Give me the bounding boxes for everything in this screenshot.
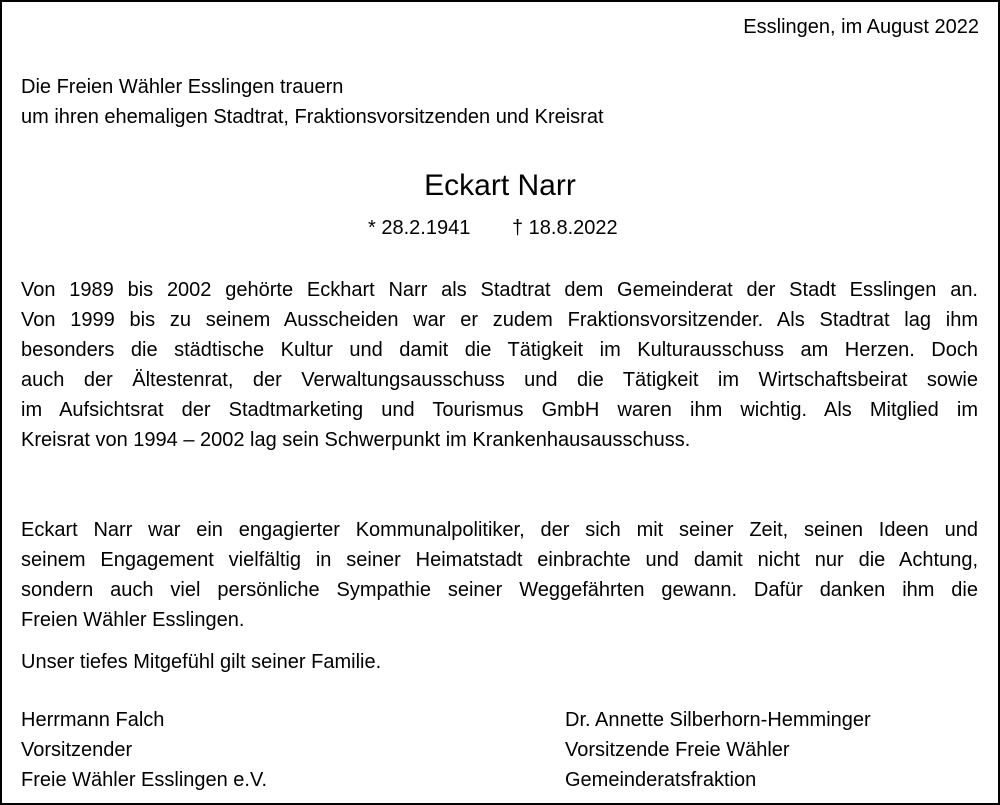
text-line: Von 1989 bis 2002 gehörte Eckhart Narr als Stadtrat dem Gemeinderat der Stadt Esslingen an. — [21, 279, 978, 301]
signer-org: Freie Wähler Esslingen e.V. — [21, 769, 268, 791]
place-date: Esslingen, im August 2022 — [743, 16, 979, 38]
intro-line: um ihren ehemaligen Stadtrat, Fraktionsvorsitzenden und Kreisrat — [21, 106, 604, 128]
birth-date: * 28.2.1941 — [368, 217, 471, 239]
text-line: besonders die städtische Kultur und damit die Tätigkeit im Kulturausschuss am Herzen. Doch — [21, 339, 978, 361]
text-line: im Aufsichtsrat der Stadtmarketing und Tourismus GmbH waren ihm wichtig. Als Mitglied im — [21, 399, 978, 421]
condolence: Unser tiefes Mitgefühl gilt seiner Familie. — [21, 651, 382, 673]
signer-role: Vorsitzende Freie Wähler — [565, 739, 790, 761]
text-line: Freien Wähler Esslingen. — [21, 609, 245, 631]
text-line: sondern auch viel persönliche Sympathie seiner Weggefährten gewann. Dafür danken ihm die — [21, 579, 978, 601]
intro-line: Die Freien Wähler Esslingen trauern — [21, 76, 344, 98]
signer-name: Herrmann Falch — [21, 709, 165, 731]
text-line: auch der Ältestenrat, der Verwaltungsausschuss und die Tätigkeit im Wirtschaftsbeirat sowie — [21, 369, 978, 391]
text-line: seinem Engagement vielfältig in seiner Heimatstadt einbrachte und damit nicht nur die Achtung, — [21, 549, 978, 571]
death-date: † 18.8.2022 — [512, 217, 618, 239]
text-line: Eckart Narr war ein engagierter Kommunalpolitiker, der sich mit seiner Zeit, seinen Ideen und — [21, 519, 978, 541]
deceased-name: Eckart Narr — [424, 169, 576, 202]
text-line: Von 1999 bis zu seinem Ausscheiden war er zudem Fraktionsvorsitzender. Als Stadtrat lag ihm — [21, 309, 978, 331]
signer-name: Dr. Annette Silberhorn-Hemminger — [565, 709, 871, 731]
signer-org: Gemeinderatsfraktion — [565, 769, 757, 791]
text-line: Kreisrat von 1994 – 2002 lag sein Schwerpunkt im Krankenhausausschuss. — [21, 429, 691, 451]
signer-role: Vorsitzender — [21, 739, 133, 761]
